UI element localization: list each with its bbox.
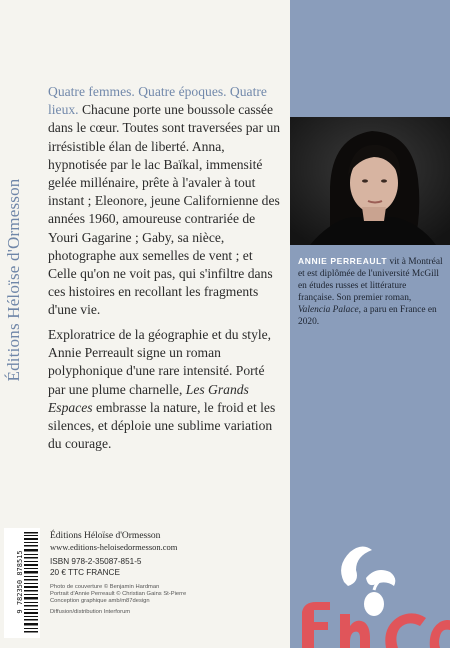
bio-text-b: , a paru en France en 2020. <box>298 305 437 327</box>
blurb-paragraph-1 <box>48 83 284 320</box>
blurb-text-2a: Exploratrice de la géographie et du style, Annie Perreault signe un roman polyphonique d'une rare intensité. Porté par une plume charnelle, <box>48 327 272 397</box>
ehdo-logo-icon <box>290 530 450 648</box>
barcode-number: 9 782350 878515 <box>16 550 24 614</box>
credit-distribution: Diffusion/distribution Interforum <box>50 608 131 615</box>
publisher-website: www.editions-heloisedormesson.com <box>50 542 178 552</box>
isbn: ISBN 978-2-35087-851-5 <box>50 557 142 566</box>
credit-portrait: Portrait d'Annie Perreault © Christian Gains St-Pierre <box>50 591 187 598</box>
publisher-info <box>50 531 280 616</box>
author-portrait <box>290 117 450 245</box>
bio-text-a: vit à Montréal et est diplômée de l'université McGill en études russes et littérature française. Son premier roman, <box>298 257 443 303</box>
spine-publisher <box>4 110 24 450</box>
blurb-text-1: Chacune porte une boussole cassée dans le cœur. Toutes sont traversées par un irrésistible élan de liberté. Anna, hypnotisée par le lac Baïkal, immensité gelée millénaire, prête à l'avaler à tout instant ; Eleonore, jeune Californienne des années 1960, amoureuse contrariée de Youri Gagarine ; Gaby, sa nièce, photographe aux semelles de vent ; et Celle qu'on ne voit pas, qui s'infiltre dans ces histoires en recollant les fragments d'une vie. <box>48 102 281 318</box>
blurb-paragraph-2 <box>48 326 284 453</box>
publisher-logo <box>290 530 450 648</box>
author-bio <box>298 255 444 328</box>
blurb-accent: Quatre femmes. Quatre époques. Quatre lieux. <box>48 84 267 118</box>
bio-book-title: Valencia Palace <box>298 305 359 315</box>
publisher-name: Éditions Héloïse d'Ormesson <box>50 531 161 541</box>
credit-cover-photo: Photo de couverture © Benjamin Hardman <box>50 584 160 590</box>
barcode <box>4 528 40 638</box>
credit-design: Conception graphique amb/m87design <box>50 598 150 605</box>
spine-text: Éditions Héloïse d'Ormesson <box>4 178 23 382</box>
blurb-book-title: Les Grands Espaces <box>48 381 249 415</box>
blurb-text-2b: embrasse la nature, le froid et les silences, et déploie une sublime variation du courage. <box>48 399 276 452</box>
price: 20 € TTC FRANCE <box>50 567 120 577</box>
author-name: ANNIE PERREAULT <box>298 256 388 266</box>
